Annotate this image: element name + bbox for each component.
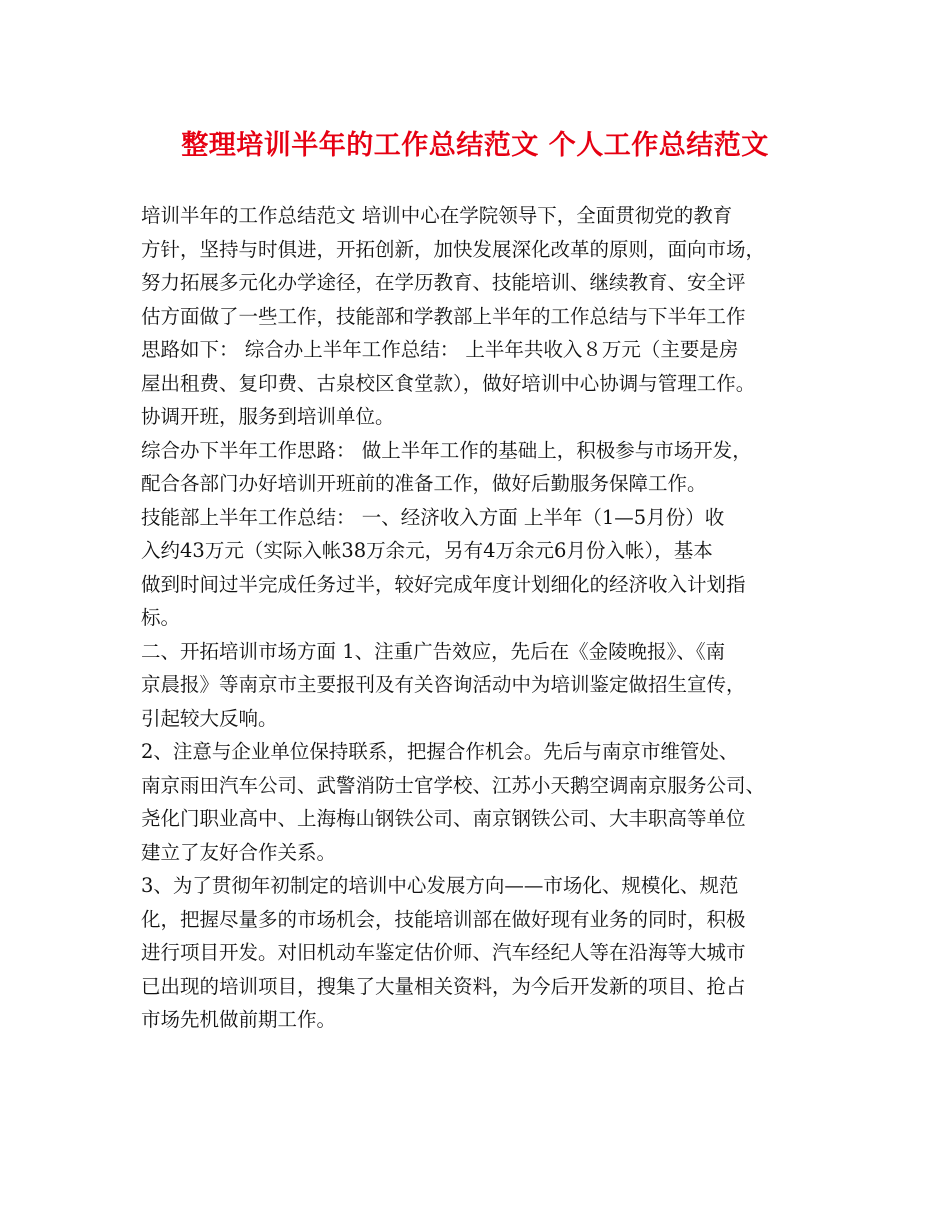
body-line: 思路如下： 综合办上半年工作总结： 上半年共收入８万元（主要是房 — [141, 338, 739, 361]
body-line: 技能部上半年工作总结： 一、经济收入方面 上半年（1—5月份）收 — [141, 505, 725, 529]
body-line: 配合各部门办好培训开班前的准备工作，做好后勤服务保障工作。 — [141, 472, 707, 495]
document-body — [141, 199, 831, 1037]
body-line: 已出现的培训项目，搜集了大量相关资料，为今后开发新的项目、抢占 — [141, 974, 746, 998]
document-title: 整理培训半年的工作总结范文 个人工作总结范文 — [181, 130, 769, 161]
body-line: 做到时间过半完成任务过半，较好完成年度计划细化的经济收入计划指 — [141, 572, 746, 596]
body-line: 二、开拓培训市场方面 1、注重广告效应，先后在《金陵晚报》、《南 — [141, 639, 726, 663]
body-line: 3、为了贯彻年初制定的培训中心发展方向——市场化、规模化、规范 — [141, 874, 739, 897]
body-line: 入约43万元（实际入帐38万余元，另有4万余元6月份入帐），基本 — [141, 539, 713, 562]
body-line: 2、注意与企业单位保持联系，把握合作机会。先后与南京市维管处、 — [141, 740, 739, 763]
body-line: 协调开班，服务到培训单位。 — [141, 405, 395, 428]
body-line: 方针，坚持与时俱进，开拓创新，加快发展深化改革的原则，面向市场， — [141, 237, 766, 261]
body-line: 南京雨田汽车公司、武警消防士官学校、江苏小天鹅空调南京服务公司、 — [141, 773, 766, 797]
body-line: 京晨报》等南京市主要报刊及有关咨询活动中为培训鉴定做招生宣传， — [141, 673, 746, 696]
body-line: 引起较大反响。 — [141, 706, 278, 730]
body-line: 化，把握尽量多的市场机会，技能培训部在做好现有业务的同时，积极 — [141, 907, 746, 931]
body-line: 标。 — [141, 606, 181, 629]
body-line: 综合办下半年工作思路： 做上半年工作的基础上，积极参与市场开发， — [141, 438, 752, 462]
body-line: 努力拓展多元化办学途径，在学历教育、技能培训、继续教育、安全评 — [141, 271, 746, 294]
body-line: 屋出租费、复印费、古泉校区食堂款），做好培训中心协调与管理工作。 — [141, 371, 756, 395]
body-line: 建立了友好合作关系。 — [141, 840, 337, 864]
body-line: 市场先机做前期工作。 — [141, 1008, 337, 1031]
body-line: 进行项目开发。对旧机动车鉴定估价师、汽车经纪人等在沿海等大城市 — [141, 941, 746, 964]
body-line: 尧化门职业高中、上海梅山钢铁公司、南京钢铁公司、大丰职高等单位 — [141, 807, 746, 830]
body-line: 培训半年的工作总结范文 培训中心在学院领导下，全面贯彻党的教育 — [141, 204, 733, 227]
body-line: 估方面做了一些工作，技能部和学教部上半年的工作总结与下半年工作 — [141, 304, 746, 328]
